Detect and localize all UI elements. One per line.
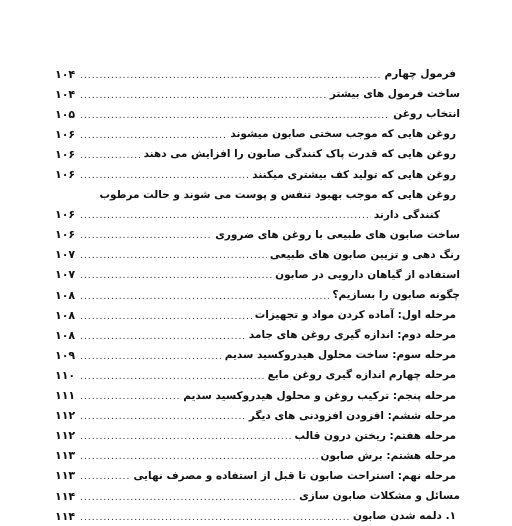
toc-entry-title: چگونه صابون را بسازیم؟ — [332, 289, 460, 302]
toc-page-number: ۱۱۲ — [55, 429, 76, 443]
toc-dot-leader — [80, 373, 264, 382]
toc-entry — [55, 104, 460, 124]
toc-entry-title: کنندگی دارند — [373, 208, 440, 221]
toc-dot-leader — [80, 514, 350, 523]
toc-dot-leader — [80, 72, 381, 81]
toc-dot-leader — [80, 453, 317, 462]
toc-page-number: ۱۰۶ — [55, 147, 76, 161]
toc-page-number: ۱۱۰ — [55, 368, 76, 382]
toc-entry — [55, 124, 460, 144]
toc-entry — [55, 285, 460, 305]
toc-entry-title: روغن هایی که موجب سختی صابون میشوند — [230, 128, 456, 141]
toc-dot-leader — [80, 353, 222, 362]
toc-entry — [55, 466, 460, 486]
toc-page-number: ۱۰۶ — [55, 168, 76, 182]
toc-entry-title: مرحله نهم: استراحت صابون تا قبل از استفاده و مصرف نهایی — [133, 469, 456, 482]
toc-dot-leader — [80, 172, 249, 181]
toc-dot-leader — [80, 232, 212, 241]
table-of-contents — [55, 64, 460, 526]
toc-entry — [55, 386, 460, 406]
toc-entry — [55, 365, 460, 385]
toc-entry-title: ساخت فرمول های بیشتر — [329, 88, 460, 101]
toc-page-number: ۱۰۸ — [55, 308, 76, 322]
toc-page-number: ۱۱۴ — [55, 509, 76, 523]
toc-entry-title: ساخت صابون های طبیعی با روغن های ضروری — [215, 228, 460, 241]
toc-dot-leader — [80, 393, 180, 402]
toc-entry-title: مرحله ششم: افزودن افزودنی های دیگر — [248, 409, 456, 422]
toc-entry — [55, 426, 460, 446]
toc-dot-leader — [80, 433, 291, 442]
toc-entry-title: فرمول چهارم — [384, 68, 456, 81]
toc-page-number: ۱۰۷ — [55, 268, 76, 282]
toc-entry-title: مرحله هفتم: ریختن درون قالب — [294, 429, 456, 442]
toc-entry — [55, 225, 460, 245]
toc-entry-continuation — [55, 205, 460, 225]
toc-entry — [55, 64, 460, 84]
toc-entry — [55, 245, 460, 265]
toc-entry — [55, 345, 460, 365]
toc-entry-title: مرحله دوم: اندازه گیری روغن های جامد — [248, 329, 456, 342]
toc-dot-leader — [80, 333, 246, 342]
toc-entry — [55, 164, 460, 184]
toc-entry — [55, 406, 460, 426]
toc-entry — [55, 265, 460, 285]
toc-dot-leader — [80, 272, 272, 281]
toc-entry-title: مرحله چهارم اندازه گیری روغن مایع — [267, 369, 456, 382]
toc-page-number: ۱۱۴ — [55, 489, 76, 503]
toc-dot-leader — [80, 494, 296, 503]
toc-page-number: ۱۰۶ — [55, 208, 76, 222]
toc-entry — [55, 506, 460, 526]
toc-entry — [55, 446, 460, 466]
toc-page-number: ۱۱۳ — [55, 469, 76, 483]
toc-dot-leader — [80, 112, 390, 121]
toc-page-number: ۱۰۴ — [55, 87, 76, 101]
toc-entry — [55, 305, 460, 325]
toc-entry-title: روغن هایی که موجب بهبود تنفس و پوست می شوند و حالت مرطوب — [99, 188, 456, 201]
toc-dot-leader — [80, 212, 371, 221]
toc-page-number: ۱۱۱ — [55, 389, 76, 403]
toc-entry-title: مرحله هشتم: برش صابون — [320, 449, 456, 462]
toc-page-number: ۱۰۷ — [55, 248, 76, 262]
toc-entry — [55, 84, 460, 104]
toc-entry — [55, 185, 460, 205]
toc-dot-leader — [80, 473, 130, 482]
toc-page-number: ۱۰۸ — [55, 328, 76, 342]
toc-entry-title: استفاده از گیاهان دارویی در صابون — [275, 268, 460, 281]
toc-dot-leader — [80, 92, 327, 101]
toc-entry — [55, 325, 460, 345]
toc-page-number: ۱۰۶ — [55, 127, 76, 141]
toc-entry-title: روغن هایی که تولید کف بیشتری میکنند — [252, 168, 456, 181]
toc-entry-title: مرحله اول: آماده کردن مواد و تجهیزات — [254, 309, 456, 322]
toc-entry-title: ۱. دلمه شدن صابون — [352, 510, 456, 523]
toc-entry-title: مرحله سوم: ساخت محلول هیدروکسید سدیم — [224, 349, 456, 362]
toc-entry-title: مسائل و مشکلات صابون سازی — [299, 490, 460, 503]
toc-page-number: ۱۰۵ — [55, 107, 76, 121]
toc-dot-leader — [80, 313, 252, 322]
toc-entry-title: مرحله پنجم: ترکیب روغن و محلول هیدروکسید سدیم — [183, 389, 456, 402]
toc-page-number: ۱۱۲ — [55, 409, 76, 423]
toc-dot-leader — [80, 152, 140, 161]
toc-entry — [55, 486, 460, 506]
toc-page-number: ۱۱۳ — [55, 449, 76, 463]
toc-entry-title: روغن هایی که قدرت پاک کنندگی صابون را افزایش می دهند — [143, 148, 456, 161]
toc-page-number: ۱۰۴ — [55, 67, 76, 81]
toc-entry — [55, 144, 460, 164]
toc-entry-title: رنگ دهی و تزیین صابون های طبیعی — [269, 248, 460, 261]
toc-dot-leader — [80, 293, 329, 302]
toc-dot-leader — [80, 132, 227, 141]
toc-page-number: ۱۰۹ — [55, 348, 76, 362]
toc-dot-leader — [80, 252, 267, 261]
toc-dot-leader — [80, 413, 246, 422]
toc-page-number: ۱۰۸ — [55, 288, 76, 302]
toc-entry-title: انتخاب روغن — [393, 108, 460, 121]
toc-page-number: ۱۰۶ — [55, 228, 76, 242]
